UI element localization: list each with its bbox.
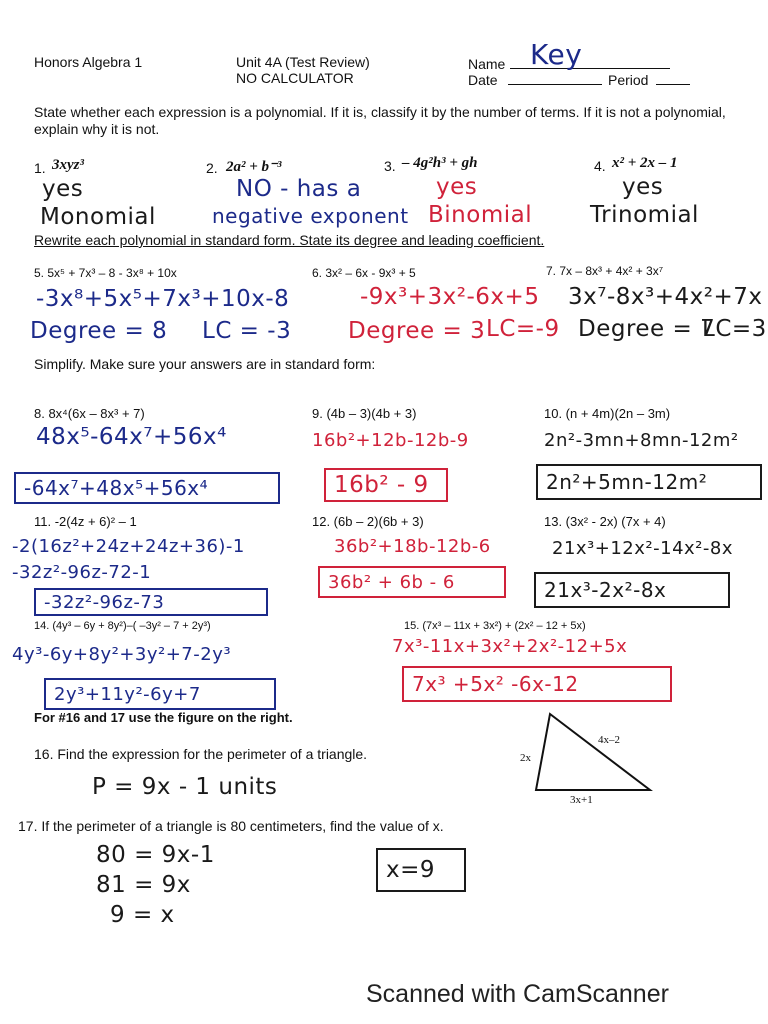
problem-11-final-box xyxy=(34,588,268,616)
problem-17-work-3: 9 = x xyxy=(110,902,175,928)
section2-instructions: Rewrite each polynomial in standard form. State its degree and leading coefficient. xyxy=(34,232,545,248)
problem-5-label: 5. 5x⁵ + 7x³ – 8 - 3x⁸ + 10x xyxy=(34,266,177,280)
problem-8-final: -64x⁷+48x⁵+56x⁴ xyxy=(24,476,209,500)
problem-8-final-box xyxy=(14,472,280,504)
section4-instructions: For #16 and 17 use the figure on the right. xyxy=(34,710,293,725)
period-label: Period xyxy=(608,72,649,88)
problem-6-label: 6. 3x² – 6x - 9x³ + 5 xyxy=(312,266,416,280)
problem-14-work: 4y³-6y+8y²+3y²+7-2y³ xyxy=(12,644,232,665)
problem-10-final: 2n²+5mn-12m² xyxy=(546,470,708,494)
problem-5-leading-coefficient: LC = -3 xyxy=(202,318,292,344)
problem-11-label: 11. -2(4z + 6)² – 1 xyxy=(34,514,137,529)
problem-4-number: 4. xyxy=(594,158,606,174)
problem-10-work: 2n²-3mn+8mn-12m² xyxy=(544,430,739,451)
unit-title: Unit 4A (Test Review) xyxy=(236,54,370,70)
problem-15-final: 7x³ +5x² -6x-12 xyxy=(412,672,579,696)
problem-5-answer: -3x⁸+5x⁵+7x³+10x-8 xyxy=(36,286,290,312)
problem-12-label: 12. (6b – 2)(6b + 3) xyxy=(312,514,424,529)
problem-17-final: x=9 xyxy=(386,857,436,883)
problem-8-label: 8. 8x⁴(6x – 8x³ + 7) xyxy=(34,406,145,421)
name-label: Name xyxy=(468,56,506,72)
triangle-shape xyxy=(536,714,650,790)
problem-14-final: 2y³+11y²-6y+7 xyxy=(54,683,201,705)
problem-10-final-box xyxy=(536,464,762,500)
problem-7-answer: 3x⁷-8x³+4x²+7x xyxy=(568,284,763,310)
problem-9-label: 9. (4b – 3)(4b + 3) xyxy=(312,406,417,421)
section1-instructions: State whether each expression is a polynomial. If it is, classify it by the number of terms. If it is not a polynomial, explain why it is not. xyxy=(34,104,726,137)
problem-3-answer: yes xyxy=(436,174,478,200)
no-calculator-label: NO CALCULATOR xyxy=(236,70,354,86)
problem-9-final-box xyxy=(324,468,448,502)
problem-17-label: 17. If the perimeter of a triangle is 80 centimeters, find the value of x. xyxy=(18,818,444,834)
problem-13-label: 13. (3x² - 2x) (7x + 4) xyxy=(544,514,666,529)
problem-1-classification: Monomial xyxy=(40,204,156,230)
triangle-side-bottom: 3x+1 xyxy=(570,794,593,806)
problem-1-answer: yes xyxy=(42,176,84,202)
problem-14-final-box xyxy=(44,678,276,710)
problem-12-final: 36b² + 6b - 6 xyxy=(328,571,455,593)
problem-13-final-box xyxy=(534,572,730,608)
problem-7-label: 7. 7x – 8x³ + 4x² + 3x⁷ xyxy=(546,264,664,278)
name-value: Key xyxy=(530,38,583,71)
problem-2-number: 2. xyxy=(206,160,218,176)
problem-3-classification: Binomial xyxy=(428,202,533,228)
date-label: Date xyxy=(468,72,498,88)
problem-13-final: 21x³-2x²-8x xyxy=(544,578,667,602)
triangle-side-right: 4x–2 xyxy=(598,734,620,746)
problem-9-work: 16b²+12b-12b-9 xyxy=(312,430,469,451)
course-title: Honors Algebra 1 xyxy=(34,54,143,70)
problem-13-work: 21x³+12x²-14x²-8x xyxy=(552,538,733,559)
problem-1-number: 1. xyxy=(34,160,46,176)
problem-9-final: 16b² - 9 xyxy=(334,472,429,498)
problem-10-label: 10. (n + 4m)(2n – 3m) xyxy=(544,406,671,421)
problem-3-expression: – 4g²h³ + gh xyxy=(402,155,478,171)
problem-15-final-box xyxy=(402,666,672,702)
problem-4-answer: yes xyxy=(622,174,664,200)
problem-4-expression: x² + 2x – 1 xyxy=(612,155,678,171)
problem-12-final-box xyxy=(318,566,506,598)
problem-1-expression: 3xyz³ xyxy=(52,157,84,173)
problem-8-work: 48x⁵-64x⁷+56x⁴ xyxy=(36,424,227,450)
problem-5-degree: Degree = 8 xyxy=(30,318,168,344)
problem-6-answer: -9x³+3x²-6x+5 xyxy=(360,284,540,310)
problem-7-leading-coefficient: LC=3 xyxy=(702,316,767,342)
triangle-side-left: 2x xyxy=(520,752,531,764)
problem-12-work: 36b²+18b-12b-6 xyxy=(334,536,491,557)
problem-16-label: 16. Find the expression for the perimeter of a triangle. xyxy=(34,746,368,762)
problem-11-work-1: -2(16z²+24z+24z+36)-1 xyxy=(12,536,245,557)
problem-11-work-2: -32z²-96z-72-1 xyxy=(12,562,152,583)
problem-16-answer: P = 9x - 1 units xyxy=(92,774,278,800)
problem-6-leading-coefficient: LC=-9 xyxy=(486,316,560,342)
problem-17-final-box xyxy=(376,848,466,892)
problem-11-final: -32z²-96z-73 xyxy=(44,591,165,613)
problem-2-expression: 2a² + b⁻³ xyxy=(226,159,282,175)
problem-14-label: 14. (4y³ – 6y + 8y²)–( –3y² – 7 + 2y³) xyxy=(34,620,211,632)
problem-4-classification: Trinomial xyxy=(590,202,699,228)
section3-instructions: Simplify. Make sure your answers are in standard form: xyxy=(34,356,376,372)
camscanner-watermark: Scanned with CamScanner xyxy=(366,980,669,1008)
period-line xyxy=(656,84,690,85)
problem-15-work: 7x³-11x+3x²+2x²-12+5x xyxy=(392,636,628,657)
problem-3-number: 3. xyxy=(384,158,396,174)
problem-17-work-2: 81 = 9x xyxy=(96,872,191,898)
problem-2-answer: NO - has a xyxy=(236,176,362,202)
problem-6-degree: Degree = 3 xyxy=(348,318,486,344)
problem-17-work-1: 80 = 9x-1 xyxy=(96,842,215,868)
date-line xyxy=(508,84,602,85)
problem-2-reason: negative exponent xyxy=(212,204,409,228)
problem-15-label: 15. (7x³ – 11x + 3x²) + (2x² – 12 + 5x) xyxy=(404,620,586,632)
problem-7-degree: Degree = 7 xyxy=(578,316,716,342)
